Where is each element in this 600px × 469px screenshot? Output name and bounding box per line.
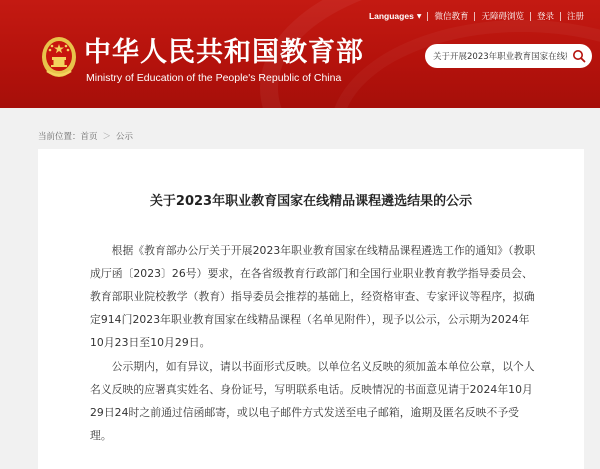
national-emblem-icon[interactable] bbox=[41, 35, 77, 79]
article-paragraph: 根据《教育部办公厅关于开展2023年职业教育国家在线精品课程遴选工作的通知》（教职成厅函〔2023〕26号）要求，在各省级教育行政部门和全国行业职业教育教学指导委员会、教育部职业院校教学（教育）指导委员会推荐的基础上，经资格审查、专家评议等程序，拟确定914门2023年职业教育国家在线精品课程（名单见附件），现予以公示，公示期为2024年10月23日至10月29日。 bbox=[90, 244, 536, 349]
search-box bbox=[425, 44, 592, 68]
site-header bbox=[0, 0, 600, 108]
search-input[interactable] bbox=[433, 51, 567, 61]
accessible-browse-link[interactable]: 无障碍浏览 bbox=[481, 12, 524, 22]
search-icon[interactable] bbox=[572, 49, 586, 63]
breadcrumb-separator: ＞ bbox=[102, 132, 112, 142]
site-subtitle: Ministry of Education of the People's Republic of China bbox=[86, 72, 342, 84]
article-container bbox=[38, 149, 584, 469]
divider bbox=[530, 12, 531, 21]
mobile-link[interactable]: 微信教育 bbox=[434, 12, 469, 22]
breadcrumb-home-link[interactable]: 首页 bbox=[80, 132, 98, 142]
article-title: 关于2023年职业教育国家在线精品课程遴选结果的公示 bbox=[149, 194, 473, 209]
top-links bbox=[369, 9, 584, 23]
register-link[interactable]: 注册 bbox=[566, 12, 584, 22]
breadcrumb-current-link[interactable]: 公示 bbox=[116, 132, 134, 142]
chevron-down-icon: ▼ bbox=[416, 12, 422, 20]
site-title[interactable]: 中华人民共和国教育部 bbox=[84, 37, 364, 68]
languages-dropdown[interactable] bbox=[369, 11, 422, 21]
article-paragraph: 公示期内，如有异议，请以书面形式反映。以单位名义反映的须加盖本单位公章，以个人名义反映的应署真实姓名、身份证号，写明联系电话。反映情况的书面意见请于2024年10月29日24时之前通过信函邮寄，或以电子邮件方式发送至电子邮箱，逾期及匿名反映不予受理。 bbox=[90, 360, 535, 442]
divider bbox=[474, 12, 475, 21]
login-link[interactable]: 登录 bbox=[536, 12, 554, 22]
divider bbox=[427, 12, 428, 21]
breadcrumb-prefix: 当前位置： bbox=[38, 132, 81, 142]
breadcrumb bbox=[38, 130, 133, 142]
languages-label: Languages bbox=[368, 11, 414, 21]
divider bbox=[560, 12, 561, 21]
